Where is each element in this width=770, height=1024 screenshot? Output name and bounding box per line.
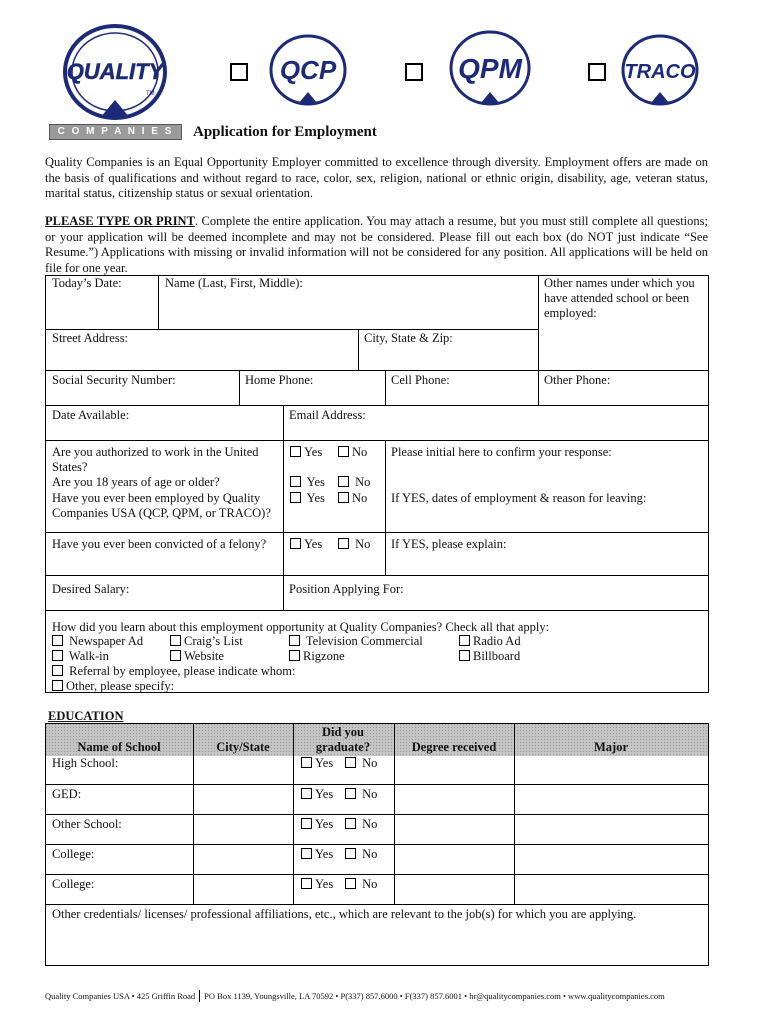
- checkbox-icon[interactable]: [459, 635, 470, 646]
- divider: [385, 370, 386, 406]
- checkbox-icon[interactable]: [301, 788, 312, 799]
- divider: [45, 784, 709, 785]
- qcp-logo: [268, 32, 350, 110]
- source-label: Radio Ad: [473, 634, 521, 648]
- no-label: No: [352, 445, 368, 459]
- qpm-checkbox[interactable]: [405, 63, 423, 81]
- divider: [45, 610, 709, 611]
- col-header-school: Name of School: [77, 740, 161, 754]
- divider: [358, 329, 359, 371]
- education-title: EDUCATION: [48, 709, 124, 723]
- city-state-zip-label: City, State & Zip:: [364, 331, 453, 345]
- other-names-label: Other names under which you have attended school or been employed:: [544, 276, 695, 320]
- traco-logo: [620, 32, 702, 110]
- checkbox-icon[interactable]: [459, 650, 470, 661]
- checkbox-icon[interactable]: [338, 446, 349, 457]
- col-header-graduate: Did you graduate?: [315, 725, 371, 754]
- no-label: No: [355, 475, 371, 489]
- edu-yes[interactable]: [301, 787, 333, 802]
- checkbox-icon[interactable]: [52, 680, 63, 691]
- checkbox-icon[interactable]: [170, 650, 181, 661]
- no-label: No: [362, 817, 378, 831]
- edu-row-label: GED:: [52, 787, 82, 801]
- todays-date-field[interactable]: [46, 291, 157, 328]
- eeo-statement: Quality Companies is an Equal Opportunity Employer committed to excellence through diversity. Employment offers are made on the basis of qualifications and without regard to race, color, sex, religion, national or ethnic origin, disability, age, veteran status, marital status, citizenship status or sexual orientation.: [45, 155, 708, 200]
- divider: [283, 405, 284, 441]
- quality-logo: [60, 22, 175, 122]
- felony-explain-label: If YES, please explain:: [391, 537, 507, 551]
- edu-no[interactable]: [345, 877, 377, 892]
- qpm-logo: [448, 28, 534, 110]
- credentials-label: Other credentials/ licenses/ professional affiliations, etc., which are relevant to the job(s) for which you are applying.: [52, 907, 637, 921]
- instructions-emphasis: PLEASE TYPE OR PRINT: [45, 214, 195, 228]
- street-address-label: Street Address:: [52, 331, 129, 345]
- checkbox-icon[interactable]: [52, 650, 63, 661]
- checkbox-icon[interactable]: [301, 878, 312, 889]
- companies-band-text: C O M P A N I E S: [57, 126, 174, 137]
- divider: [239, 370, 240, 406]
- name-label: Name (Last, First, Middle):: [165, 276, 303, 290]
- checkbox-icon[interactable]: [301, 818, 312, 829]
- felony-no[interactable]: [338, 537, 370, 552]
- no-label: No: [362, 877, 378, 891]
- edu-row-label: Other School:: [52, 817, 122, 831]
- footer-divider: [199, 990, 200, 1002]
- checkbox-icon[interactable]: [52, 665, 63, 676]
- col-header-degree: Degree received: [411, 740, 497, 754]
- other-phone-label: Other Phone:: [544, 373, 611, 387]
- employment-dates-label: If YES, dates of employment & reason for leaving:: [391, 491, 647, 505]
- age-question: Are you 18 years of age or older?: [52, 475, 220, 489]
- edu-yes[interactable]: [301, 877, 333, 892]
- prior-employment-no[interactable]: [338, 491, 367, 506]
- yes-label: Yes: [315, 787, 334, 801]
- email-label: Email Address:: [289, 408, 366, 422]
- instructions-text: . Complete the entire application. You may attach a resume, but you must still complete all questions; or your application will be deemed incomplete and may not be considered. Please fill out each box (do NOT just indicate “See Resume.”) Applications with missing or invalid information will not be considered for any position. All applications will be held on file for one year.: [45, 214, 708, 275]
- edu-no[interactable]: [345, 787, 377, 802]
- source-label: Billboard: [473, 649, 521, 663]
- no-label: No: [362, 756, 378, 770]
- edu-no[interactable]: [345, 756, 377, 771]
- traco-checkbox[interactable]: [588, 63, 606, 81]
- edu-border-top: [45, 723, 709, 724]
- checkbox-icon[interactable]: [301, 848, 312, 859]
- felony-question: Have you ever been convicted of a felony?: [52, 537, 267, 551]
- source-newspaper[interactable]: [52, 634, 143, 649]
- checkbox-icon[interactable]: [345, 848, 356, 859]
- checkbox-icon[interactable]: [338, 492, 349, 503]
- footer-address: Quality Companies USA • 425 Griffin Road: [45, 991, 196, 1001]
- checkbox-icon[interactable]: [301, 757, 312, 768]
- source-label: Referral by employee, please indicate whom:: [69, 664, 296, 678]
- checkbox-icon[interactable]: [289, 635, 300, 646]
- source-label: Newspaper Ad: [69, 634, 144, 648]
- todays-date-label: Today’s Date:: [52, 276, 122, 290]
- checkbox-icon[interactable]: [345, 818, 356, 829]
- checkbox-icon[interactable]: [289, 650, 300, 661]
- checkbox-icon[interactable]: [338, 538, 349, 549]
- no-label: No: [362, 787, 378, 801]
- yes-label: Yes: [315, 877, 334, 891]
- edu-yes[interactable]: [301, 847, 333, 862]
- prior-employment-question: Have you ever been employed by Quality Companies USA (QCP, QPM, or TRACO)?: [52, 491, 271, 520]
- source-label: Website: [184, 649, 224, 663]
- age-no[interactable]: [338, 475, 370, 490]
- checkbox-icon[interactable]: [338, 476, 349, 487]
- divider: [45, 814, 709, 815]
- age-yes[interactable]: [290, 475, 325, 490]
- checkbox-icon[interactable]: [290, 538, 301, 549]
- source-label: Rigzone: [303, 649, 345, 663]
- checkbox-icon[interactable]: [345, 788, 356, 799]
- edu-row-label: College:: [52, 847, 95, 861]
- date-available-label: Date Available:: [52, 408, 130, 422]
- divider: [45, 874, 709, 875]
- divider: [45, 405, 709, 406]
- checkbox-icon[interactable]: [345, 757, 356, 768]
- qpm-logo-text: QPM: [458, 53, 522, 84]
- divider: [283, 440, 284, 611]
- yes-label: Yes: [315, 817, 334, 831]
- traco-logo-text: TRACO: [624, 61, 696, 83]
- source-label: Craig’s List: [184, 634, 243, 648]
- qcp-logo-text: QCP: [279, 55, 337, 85]
- authorized-no[interactable]: [338, 445, 367, 460]
- checkbox-icon[interactable]: [290, 476, 301, 487]
- edu-yes[interactable]: [301, 817, 333, 832]
- divider: [385, 440, 386, 575]
- position-label: Position Applying For:: [289, 582, 404, 596]
- divider: [538, 275, 539, 371]
- source-radio[interactable]: [459, 634, 521, 649]
- cell-phone-label: Cell Phone:: [391, 373, 450, 387]
- no-label: No: [352, 491, 368, 505]
- form-border-left: [45, 275, 46, 693]
- col-header-city-state: City/State: [216, 740, 270, 754]
- checkbox-icon[interactable]: [52, 635, 63, 646]
- desired-salary-label: Desired Salary:: [52, 582, 130, 596]
- form-border-right: [708, 275, 709, 693]
- initial-confirm-label: Please initial here to confirm your response:: [391, 445, 612, 459]
- source-other[interactable]: [52, 679, 174, 694]
- yes-label: Yes: [304, 445, 323, 459]
- col-header-major: Major: [593, 740, 628, 754]
- edu-yes[interactable]: [301, 756, 333, 771]
- source-walkin[interactable]: [52, 649, 109, 664]
- source-label: Other, please specify:: [66, 679, 175, 693]
- authorized-yes[interactable]: [290, 445, 322, 460]
- footer: [45, 990, 665, 1002]
- yes-label: Yes: [306, 475, 325, 489]
- quality-logo-text: QUALITY: [66, 59, 164, 84]
- yes-label: Yes: [306, 491, 325, 505]
- divider: [538, 370, 539, 406]
- divider: [45, 370, 709, 371]
- source-tv[interactable]: [289, 634, 423, 649]
- checkbox-icon[interactable]: [290, 446, 301, 457]
- source-referral[interactable]: [52, 664, 295, 679]
- source-label: Television Commercial: [305, 634, 423, 648]
- no-label: No: [355, 537, 371, 551]
- companies-band: [49, 124, 182, 140]
- edu-row-label: High School:: [52, 756, 119, 770]
- yes-label: Yes: [315, 756, 334, 770]
- checkbox-icon[interactable]: [170, 635, 181, 646]
- divider: [45, 575, 709, 576]
- yes-label: Yes: [304, 537, 323, 551]
- page-title: Application for Employment: [193, 124, 377, 140]
- name-field[interactable]: [159, 291, 537, 328]
- divider: [45, 329, 538, 330]
- tm-mark: TM: [146, 91, 155, 97]
- divider: [45, 440, 709, 441]
- edu-no[interactable]: [345, 817, 377, 832]
- source-craigslist[interactable]: [170, 634, 243, 649]
- instructions: [45, 214, 708, 276]
- home-phone-label: Home Phone:: [245, 373, 314, 387]
- prior-employment-yes[interactable]: [290, 491, 325, 506]
- ssn-label: Social Security Number:: [52, 373, 176, 387]
- authorized-question: Are you authorized to work in the United States?: [52, 445, 259, 474]
- no-label: No: [362, 847, 378, 861]
- divider: [45, 844, 709, 845]
- divider: [45, 904, 709, 905]
- divider: [45, 532, 709, 533]
- edu-row-label: College:: [52, 877, 95, 891]
- edu-border-bottom: [45, 965, 709, 966]
- yes-label: Yes: [315, 847, 334, 861]
- source-rigzone[interactable]: [289, 649, 345, 664]
- checkbox-icon[interactable]: [345, 878, 356, 889]
- qcp-checkbox[interactable]: [230, 63, 248, 81]
- source-website[interactable]: [170, 649, 224, 664]
- source-billboard[interactable]: [459, 649, 520, 664]
- checkbox-icon[interactable]: [290, 492, 301, 503]
- footer-contact: PO Box 1139, Youngsville, LA 70592 • P(337) 857.6000 • F(337) 857.6001 • hr@qualitycompanies.com • www.qualitycompanies.com: [204, 991, 665, 1001]
- edu-no[interactable]: [345, 847, 377, 862]
- felony-yes[interactable]: [290, 537, 322, 552]
- how-learn-label: How did you learn about this employment opportunity at Quality Companies? Check all that apply:: [52, 620, 550, 634]
- source-label: Walk-in: [68, 649, 109, 663]
